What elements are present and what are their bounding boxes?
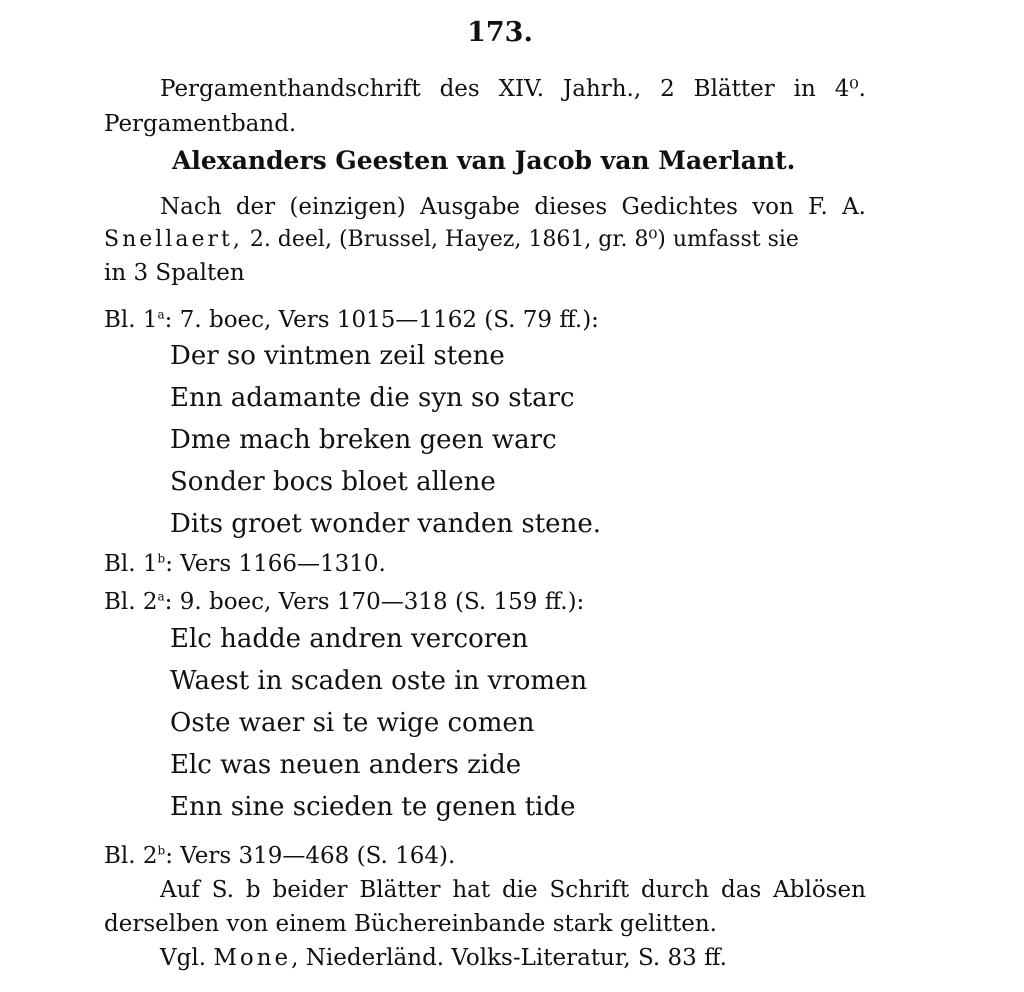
word: b (245, 877, 261, 903)
word: XIV. (498, 76, 545, 102)
section-heading (104, 587, 584, 617)
word: Nach (160, 194, 222, 220)
word: das (721, 877, 762, 903)
description-line-1 (160, 192, 866, 222)
word: des (439, 76, 480, 102)
word: Auf (160, 877, 200, 903)
sheet-side: b (157, 843, 166, 858)
verse-line: Sonder bocs bloet allene (170, 467, 496, 497)
word: der (235, 194, 276, 220)
verse-line: Elc was neuen anders zide (170, 750, 522, 780)
intro-line-2: Pergamentband. (104, 111, 297, 137)
word: Jahrh., (562, 76, 642, 102)
verse-line: Der so vintmen zeil stene (170, 341, 505, 371)
word: 2 (660, 76, 675, 102)
closing-line-3 (160, 943, 727, 973)
word: (einzigen) (289, 194, 406, 220)
word: beider (272, 877, 348, 903)
sheet-ref: Bl. 2 (104, 843, 158, 869)
description-line-3: in 3 Spalten (104, 260, 245, 286)
section-heading (104, 841, 455, 871)
verse-line: Elc hadde andren vercoren (170, 624, 529, 654)
word: F. (808, 194, 828, 220)
word: S. (211, 877, 235, 903)
word: dieses (534, 194, 608, 220)
sheet-side: b (157, 551, 166, 566)
section-text: : Vers 319—468 (S. 164). (165, 843, 456, 869)
verse-line: Dits groet wonder vanden stene. (170, 509, 601, 539)
word: A. (842, 194, 866, 220)
document-title: Alexanders Geesten van Jacob van Maerlant. (172, 146, 796, 175)
word: 4⁰. (834, 76, 866, 102)
word: von (752, 194, 794, 220)
intro-line-1 (160, 74, 866, 104)
description-line-2 (104, 225, 799, 255)
author-name: Mone (213, 945, 292, 971)
author-name: Snellaert, (104, 227, 243, 252)
verse-line: Enn adamante die syn so starc (170, 383, 575, 413)
word: Schrift (549, 877, 630, 903)
verse-line: Dme mach breken geen warc (170, 425, 557, 455)
word: Blätter (693, 76, 775, 102)
word: in (793, 76, 816, 102)
sheet-ref: Bl. 1 (104, 551, 158, 577)
word: hat (452, 877, 491, 903)
verse-line: Waest in scaden oste in vromen (170, 666, 588, 696)
word: Pergamenthandschrift (160, 76, 421, 102)
section-heading (104, 549, 386, 579)
section-text: : 7. boec, Vers 1015—1162 (S. 79 ff.): (164, 307, 599, 333)
description-text: 2. deel, (Brussel, Hayez, 1861, gr. 8⁰) umfasst sie (242, 227, 799, 252)
page-number: 173. (467, 17, 533, 48)
closing-line-1 (160, 875, 866, 905)
word: Gedichtes (621, 194, 738, 220)
sheet-side: a (157, 307, 165, 322)
section-text: : 9. boec, Vers 170—318 (S. 159 ff.): (164, 589, 585, 615)
verse-line: Enn sine scieden te genen tide (170, 792, 576, 822)
verse-line: Oste waer si te wige comen (170, 708, 535, 738)
word: die (501, 877, 538, 903)
word: Ablösen (773, 877, 866, 903)
sheet-ref: Bl. 1 (104, 307, 158, 333)
section-text: : Vers 1166—1310. (165, 551, 386, 577)
section-heading (104, 305, 599, 335)
reference-text: , Niederländ. Volks-Literatur, S. 83 ff. (291, 945, 727, 971)
closing-line-2: derselben von einem Büchereinbande stark gelitten. (104, 911, 717, 937)
word: Ausgabe (420, 194, 521, 220)
word: durch (640, 877, 710, 903)
sheet-side: a (157, 589, 165, 604)
sheet-ref: Bl. 2 (104, 589, 158, 615)
word: Blätter (359, 877, 441, 903)
reference-prefix: Vgl. (160, 945, 214, 971)
